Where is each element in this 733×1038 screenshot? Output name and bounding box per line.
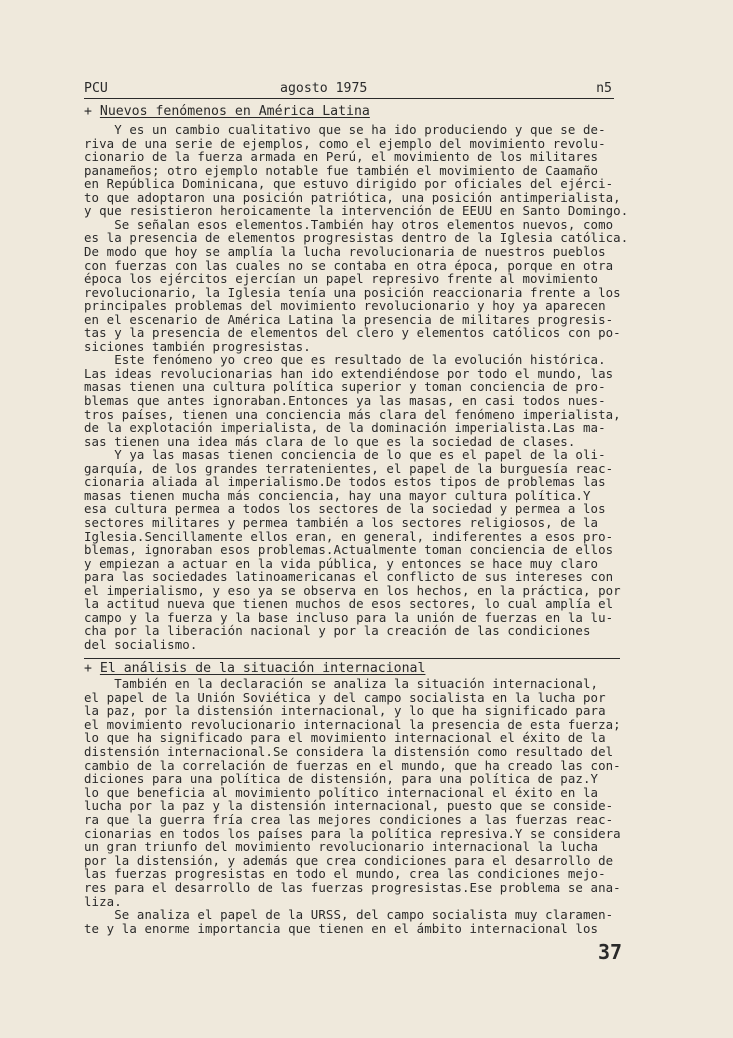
text-line: diciones para una política de distensión, para una política de paz.Y	[84, 771, 599, 787]
text-line: garquía, de los grandes terratenientes, el papel de la burguesía reac-	[84, 460, 614, 476]
section-heading-1	[84, 104, 370, 120]
text-line: con fuerzas con las cuales no se contaba en otra época, porque en otra	[84, 257, 614, 273]
section-heading-2	[84, 661, 425, 677]
text-line: la actitud nueva que tienen muchos de esos sectores, lo cual amplía el	[84, 596, 614, 612]
text-line: lo que beneficia al movimiento político internacional el éxito en la	[84, 784, 599, 800]
text-line: Las ideas revolucionarias han ido extendiéndose por todo el mundo, las	[84, 365, 614, 381]
header-publication: PCU	[84, 81, 108, 96]
text-line: Se señalan esos elementos.También hay otros elementos nuevos, como	[84, 216, 614, 232]
section-title: Nuevos fenómenos en América Latina	[99, 104, 370, 119]
section-bullet: +	[84, 104, 92, 119]
header-date: agosto 1975	[280, 81, 368, 96]
text-line: en República Dominicana, que estuvo dirigido por oficiales del ejérci-	[84, 176, 614, 192]
text-line: cionaria aliada al imperialismo.De todos estos tipos de problemas las	[84, 474, 606, 490]
text-line: principales problemas del movimiento revolucionario y hoy ya aparecen	[84, 298, 606, 314]
text-line: tros países, tienen una conciencia más clara del fenómeno imperialista,	[84, 406, 621, 422]
text-line: ra que la guerra fría crea las mejores condiciones a las fuerzas reac-	[84, 812, 614, 827]
text-line: Iglesia.Sencillamente ellos eran, en general, indiferentes a esos pro-	[84, 528, 614, 544]
text-line: lucha por la paz y la distensión internacional, puesto que se conside-	[84, 798, 614, 814]
section-divider	[84, 658, 620, 659]
text-line: un gran triunfo del movimiento revolucionario internacional la lucha	[84, 839, 599, 855]
text-line: y que resistieron heroicamente la intervención de EEUU en Santo Domingo.	[84, 203, 629, 219]
header-issue-number: n5	[596, 81, 612, 96]
text-line: cionario de la fuerza armada en Perú, el movimiento de los militares	[84, 149, 599, 165]
text-line: es la presencia de elementos progresistas dentro de la Iglesia católica.	[84, 230, 629, 246]
text-line: riva de una serie de ejemplos, como el ejemplo del movimiento revolu-	[84, 135, 606, 151]
text-line: res para el desarrollo de las fuerzas progresistas.Ese problema se ana-	[84, 880, 621, 895]
text-line: por la distensión, y además que crea condiciones para el desarrollo de	[84, 852, 614, 868]
section-title: El análisis de la situación internacional	[99, 661, 426, 676]
text-line: y empiezan a actuar en la vida pública, y entonces se hace muy claro	[84, 555, 599, 571]
page-header	[84, 78, 614, 99]
text-line: del socialismo.	[84, 636, 198, 652]
text-line: liza.	[84, 893, 122, 909]
text-line: De modo que hoy se amplía la lucha revolucionaria de nuestros pueblos	[84, 243, 606, 259]
text-line: distensión internacional.Se considera la distensión como resultado del	[84, 744, 614, 759]
text-line: Y es un cambio cualitativo que se ha ido produciendo y que se de-	[84, 122, 606, 137]
section-bullet: +	[84, 661, 92, 676]
text-line: masas tienen mucha más conciencia, hay una mayor cultura política.Y	[84, 487, 591, 503]
text-line: cha por la liberación nacional y por la creación de las condiciones	[84, 623, 591, 639]
text-line: el movimiento revolucionario internacional la presencia de esta fuerza;	[84, 716, 621, 732]
text-line: las fuerzas progresistas en todo el mundo, crea las condiciones mejo-	[84, 866, 606, 882]
text-line: to que adoptaron una posición patriótica, una posición antimperialista,	[84, 189, 621, 205]
text-line: Este fenómeno yo creo que es resultado de la evolución histórica.	[84, 352, 606, 368]
text-line: blemas, ignoraban esos problemas.Actualmente toman conciencia de ellos	[84, 542, 614, 558]
text-line: Y ya las masas tienen conciencia de lo que es el papel de la oli-	[84, 447, 606, 463]
text-line: tas y la presencia de elementos del clero y elementos católicos con po-	[84, 325, 621, 341]
text-line: el imperialismo, y eso ya se observa en los hechos, en la práctica, por	[84, 582, 621, 598]
text-line: época los ejércitos ejercían un papel represivo frente al movimiento	[84, 271, 599, 287]
text-line: blemas que antes ignoraban.Entonces ya las masas, en casi todos nues-	[84, 393, 606, 408]
text-line: te y la enorme importancia que tienen en el ámbito internacional los	[84, 920, 599, 936]
text-line: el papel de la Unión Soviética y del campo socialista en la lucha por	[84, 689, 606, 705]
text-line: siciones también progresistas.	[84, 338, 311, 354]
text-line: para las sociedades latinoamericanas el conflicto de sus intereses con	[84, 569, 614, 585]
text-line: También en la declaración se analiza la situación internacional,	[84, 676, 599, 691]
text-line: sectores militares y permea también a los sectores religiosos, de la	[84, 514, 599, 530]
text-line: panameños; otro ejemplo notable fue también el movimiento de Caamaño	[84, 162, 599, 178]
text-line: Se analiza el papel de la URSS, del campo socialista muy claramen-	[84, 907, 614, 923]
text-line: cambio de la correlación de fuerzas en el mundo, que ha creado las con-	[84, 757, 621, 773]
text-line: revolucionario, la Iglesia tenía una posición reaccionaria frente a los	[84, 284, 621, 300]
text-line: campo y la fuerza y la base incluso para la unión de fuerzas en la lu-	[84, 609, 614, 625]
text-line: sas tienen una idea más clara de lo que es la sociedad de clases.	[84, 433, 576, 449]
text-line: la paz, por la distensión internacional, y lo que ha significado para	[84, 703, 606, 719]
text-line: esa cultura permea a todos los sectores de la sociedad y permea a los	[84, 501, 606, 517]
text-line: en el escenario de América Latina la presencia de militares progresis-	[84, 311, 614, 327]
page-number: 37	[598, 940, 623, 964]
text-line: cionarias en todos los países para la política represiva.Y se considera	[84, 825, 621, 841]
text-line: de la explotación imperialista, de la dominación imperialista.Las ma-	[84, 420, 606, 436]
text-line: masas tienen una cultura política superior y toman conciencia de pro-	[84, 379, 606, 395]
text-line: lo que ha significado para el movimiento internacional el éxito de la	[84, 730, 606, 746]
